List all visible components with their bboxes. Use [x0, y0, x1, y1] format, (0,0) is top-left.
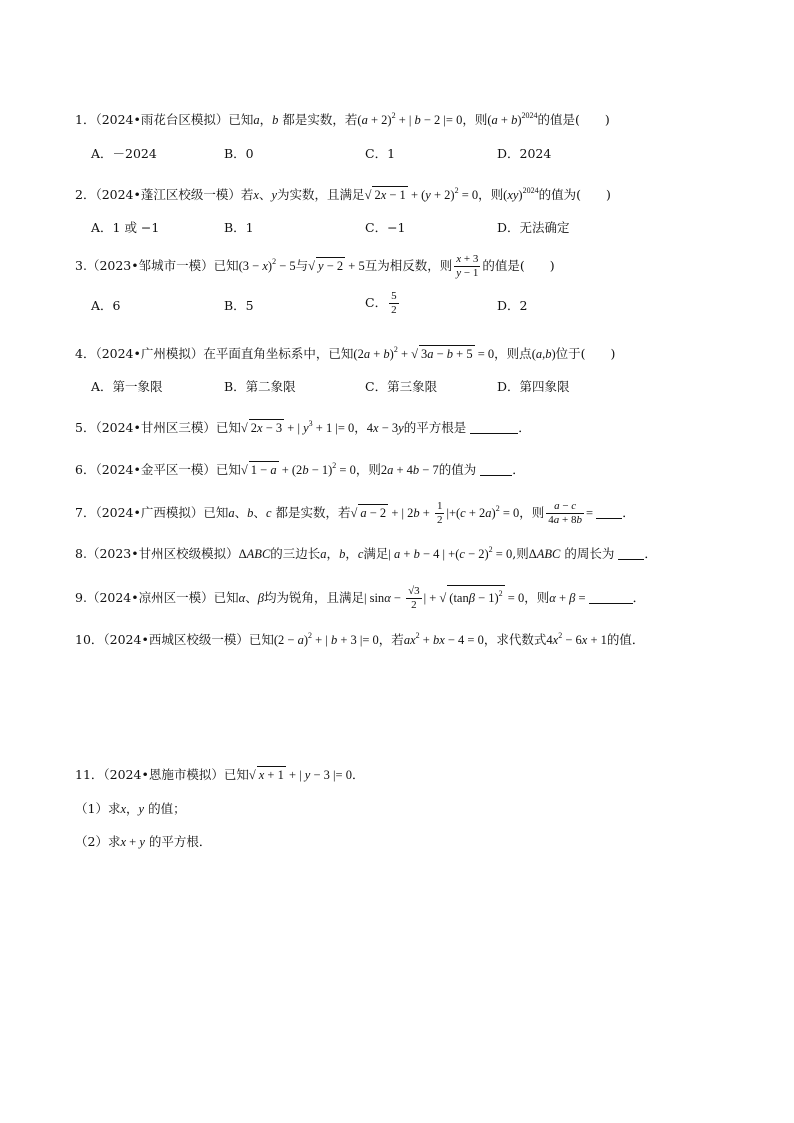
question-6: 6．（2024•金平区一模）已知√ $1 - a + (2b - 1)^2 = 0$，则2a + 4b − 7的值为 ． — [75, 461, 525, 477]
option-a[interactable]: A．第一象限 — [91, 379, 163, 394]
option-a[interactable]: A．－2024 — [91, 146, 157, 161]
question-7: 7．（2024•广西模拟）已知a、b、c 都是实数，若√ a − 2 + | 2b + $\frac{1}{2}$ $|+(c + 2a)^2 = 0$，则 $\frac{a - c}{4a + 8b}$ = ． — [75, 500, 635, 526]
option-b[interactable]: B．0 — [224, 146, 254, 161]
option-c[interactable]: C．1 — [365, 146, 396, 161]
option-d[interactable]: D．第四象限 — [497, 379, 570, 394]
answer-blank[interactable] — [618, 548, 644, 560]
answer-blank[interactable] — [596, 507, 622, 519]
option-c[interactable]: C．第三象限 — [365, 379, 438, 394]
question-9: 9.（2024•凉州区一模）已知α、β均为锐角，且满足| sinα − $\frac{√3}{2}$ | + √ $(\tan\beta - 1)^2 = 0$，则α + β = ． — [75, 585, 646, 611]
option-c[interactable]: C．−1 — [365, 220, 406, 235]
question-3: 3.（2023•邹城市一模）已知$(3 - x)^2 - 5$与√ y − 2 + 5互为相反数，则 $\frac{x + 3}{y - 1}$ 的值是( ) — [75, 253, 555, 279]
option-b[interactable]: B．1 — [224, 220, 254, 235]
answer-blank[interactable] — [480, 464, 512, 476]
question-8: 8.（2023•甘州区校级模拟）ΔABC的三边长a，b，c满足| a + b − 4 | $+(c - 2)^2 = 0$,则ΔABC 的周长为 ． — [75, 545, 657, 561]
option-d[interactable]: D．2 — [497, 298, 528, 313]
option-b[interactable]: B．5 — [224, 298, 254, 313]
option-a[interactable]: A．6 — [91, 298, 121, 313]
option-a[interactable]: A．1 或 −1 — [91, 220, 160, 235]
question-11-part-1: （1）求x，y 的值； — [75, 801, 186, 816]
answer-blank[interactable] — [470, 422, 518, 434]
question-4: 4．（2024•广州模拟）在平面直角坐标系中，已知$(2a + b)^2$ + √ 3a − b + 5 = 0，则点(a,b)位于( ) — [75, 345, 616, 361]
question-10: 10．（2024•西城区校级一模）已知$(2 - a)^2$ + | b + 3 |= 0，若$ax^2$ + bx − 4 = 0，求代数式$4x^2 - 6x + 1$的值． — [75, 631, 645, 647]
option-d[interactable]: D．2024 — [497, 146, 552, 161]
option-c[interactable]: C． $\frac{5}{2}$ — [365, 290, 397, 316]
question-5: 5．（2024•甘州区三模）已知√ 2x − 3 + | $y^3 + 1$ |= 0，4x − 3y的平方根是 ． — [75, 419, 531, 435]
question-11-part-2: （2）求x + y 的平方根． — [75, 834, 212, 849]
question-2: 2．（2024•蓬江区校级一模）若x、y为实数，且满足√ $2x - 1 + (y + 2)^2 = 0$，则(xy)$^{2024}$的值为( ) — [75, 186, 611, 202]
question-number: 1． — [75, 112, 96, 127]
option-b[interactable]: B．第二象限 — [224, 379, 296, 394]
question-1: 1．（2024•雨花台区模拟）已知a，b 都是实数，若$(a + 2)^2$ + | b − 2 |= 0，则$(a + b)^{2024}$的值是( ) — [75, 111, 610, 127]
answer-blank[interactable] — [589, 592, 633, 604]
option-d[interactable]: D．无法确定 — [497, 220, 570, 235]
question-11: 11．（2024•恩施市模拟）已知√ x + 1 + | y − 3 |= 0． — [75, 767, 365, 782]
question-source: （2024•雨花台区模拟） — [95, 112, 229, 127]
